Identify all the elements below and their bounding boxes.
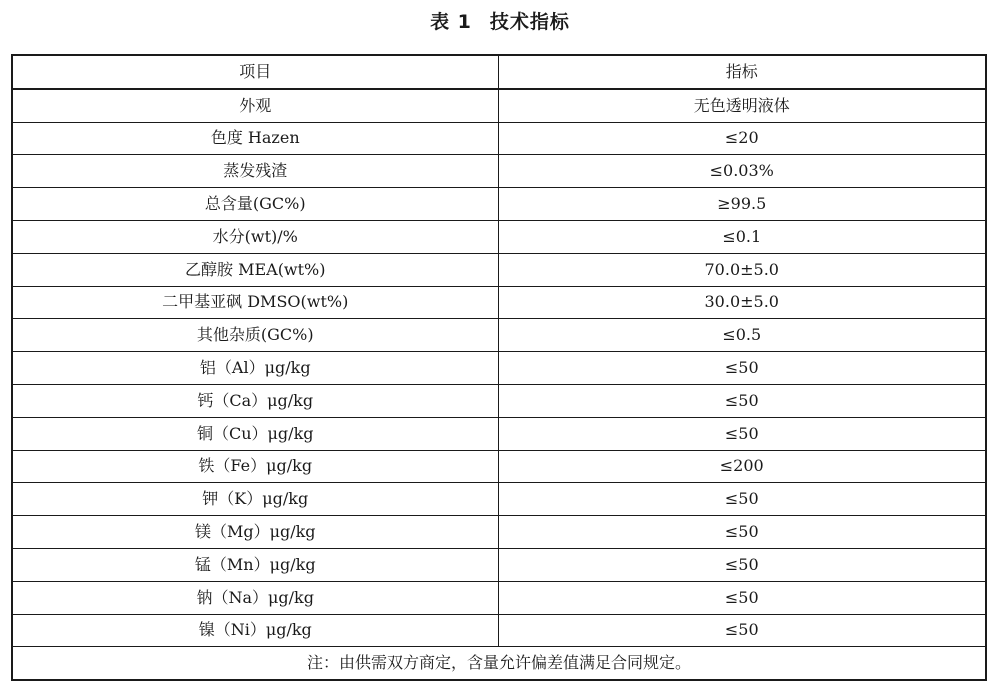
- spec-cell: 无色透明液体: [498, 89, 986, 122]
- spec-cell: ≤0.03%: [498, 155, 986, 188]
- spec-cell: ≤50: [498, 581, 986, 614]
- item-cell: 钠（Na）μg/kg: [12, 581, 498, 614]
- item-cell: 蒸发残渣: [12, 155, 498, 188]
- item-cell: 钾（K）μg/kg: [12, 483, 498, 516]
- table-row: [12, 581, 986, 614]
- table-note-row: [12, 647, 986, 680]
- table-row: [12, 155, 986, 188]
- table-caption: [0, 8, 1000, 36]
- item-cell: 二甲基亚砜 DMSO(wt%): [12, 286, 498, 319]
- spec-cell: ≤50: [498, 483, 986, 516]
- spec-cell: 30.0±5.0: [498, 286, 986, 319]
- table-row: [12, 516, 986, 549]
- table-note: 注：由供需双方商定，含量允许偏差值满足合同规定。: [12, 647, 986, 680]
- spec-cell: ≤50: [498, 417, 986, 450]
- table-row: [12, 450, 986, 483]
- table-row: [12, 122, 986, 155]
- item-cell: 铁（Fe）μg/kg: [12, 450, 498, 483]
- table-caption-label: 表 1: [430, 11, 472, 33]
- spec-cell: ≤50: [498, 614, 986, 647]
- table-row: [12, 89, 986, 122]
- table-caption-text: 技术指标: [489, 11, 570, 33]
- item-cell: 钙（Ca）μg/kg: [12, 384, 498, 417]
- item-cell: 外观: [12, 89, 498, 122]
- item-cell: 水分(wt)/%: [12, 220, 498, 253]
- table-row: [12, 286, 986, 319]
- item-cell: 总含量(GC%): [12, 188, 498, 221]
- spec-cell: ≤200: [498, 450, 986, 483]
- item-cell: 铝（Al）μg/kg: [12, 352, 498, 385]
- spec-cell: ≤50: [498, 352, 986, 385]
- item-cell: 铜（Cu）μg/kg: [12, 417, 498, 450]
- table-row: [12, 253, 986, 286]
- spec-cell: ≤0.1: [498, 220, 986, 253]
- spec-cell: ≤0.5: [498, 319, 986, 352]
- item-cell: 锰（Mn）μg/kg: [12, 548, 498, 581]
- item-cell: 其他杂质(GC%): [12, 319, 498, 352]
- spec-cell: ≤50: [498, 516, 986, 549]
- table-row: [12, 220, 986, 253]
- table-row: [12, 614, 986, 647]
- spec-cell: ≤50: [498, 548, 986, 581]
- spec-cell: 70.0±5.0: [498, 253, 986, 286]
- table-row: [12, 417, 986, 450]
- item-cell: 镍（Ni）μg/kg: [12, 614, 498, 647]
- table-row: [12, 384, 986, 417]
- item-cell: 乙醇胺 MEA(wt%): [12, 253, 498, 286]
- spec-cell: ≤20: [498, 122, 986, 155]
- table-row: [12, 548, 986, 581]
- item-cell: 色度 Hazen: [12, 122, 498, 155]
- header-cell-item: 项目: [12, 55, 498, 89]
- table-row: [12, 188, 986, 221]
- table-header-row: [12, 55, 986, 89]
- item-cell: 镁（Mg）μg/kg: [12, 516, 498, 549]
- spec-table: [11, 54, 987, 681]
- table-row: [12, 483, 986, 516]
- header-cell-spec: 指标: [498, 55, 986, 89]
- table-row: [12, 319, 986, 352]
- spec-cell: ≤50: [498, 384, 986, 417]
- spec-cell: ≥99.5: [498, 188, 986, 221]
- table-row: [12, 352, 986, 385]
